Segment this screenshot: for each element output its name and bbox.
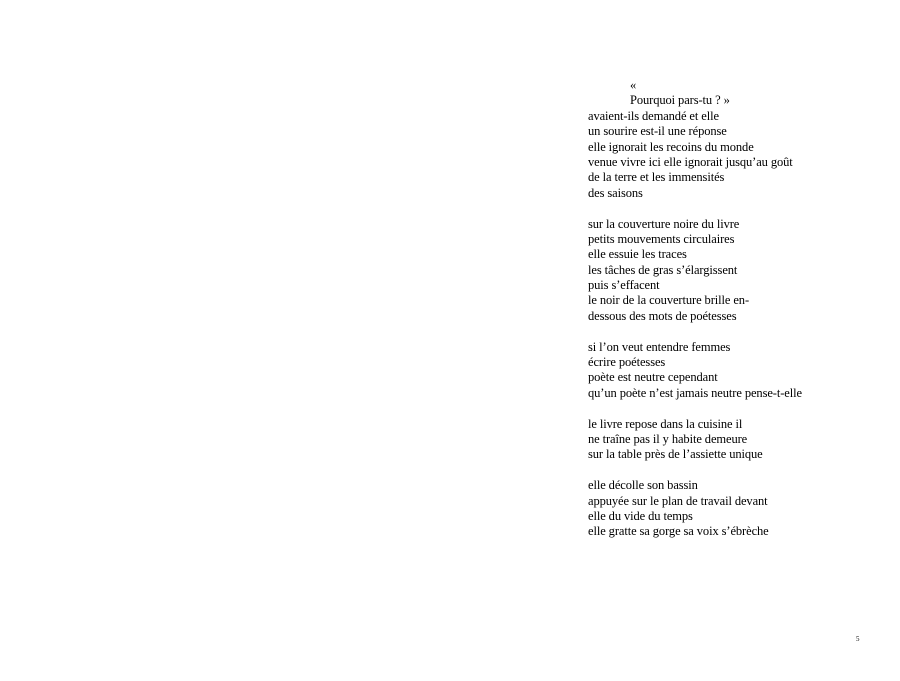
poem-line: de la terre et les immensités	[588, 170, 725, 185]
poem-line: les tâches de gras s’élargissent	[588, 262, 738, 277]
poem-line: «	[630, 78, 637, 92]
poem-line: appuyée sur le plan de travail devant	[588, 493, 768, 508]
poem-line: venue vivre ici elle ignorait jusqu’au goût	[588, 154, 793, 169]
poem-line: si l’on veut entendre femmes	[588, 339, 731, 354]
poem-line: le noir de la couverture brille en-	[588, 293, 750, 308]
poem-line: elle décolle son bassin	[588, 478, 698, 493]
poem-line: Pourquoi pars-tu ? »	[630, 93, 730, 108]
poem-text	[588, 78, 888, 555]
poem-line: le livre repose dans la cuisine il	[588, 416, 743, 431]
poem-line: elle essuie les traces	[588, 247, 687, 262]
page-number: 5	[856, 635, 860, 643]
poem-line: elle du vide du temps	[588, 508, 693, 523]
poem-line: elle ignorait les recoins du monde	[588, 139, 754, 154]
poem-line: sur la table près de l’assiette unique	[588, 447, 763, 462]
poem-line: dessous des mots de poétesses	[588, 308, 737, 323]
stanza	[588, 417, 888, 463]
stanza	[588, 78, 888, 201]
poem-line: poète est neutre cependant	[588, 370, 718, 385]
stanza	[588, 478, 888, 540]
poem-line: écrire poétesses	[588, 355, 666, 370]
poem-line: petits mouvements circulaires	[588, 231, 735, 246]
poem-line: elle gratte sa gorge sa voix s’ébrèche	[588, 524, 769, 539]
poem-line: ne traîne pas il y habite demeure	[588, 431, 748, 446]
poem-line: qu’un poète n’est jamais neutre pense-t-elle	[588, 385, 802, 400]
poem-line: un sourire est-il une réponse	[588, 124, 727, 139]
stanza	[588, 217, 888, 325]
poem-line: avaient-ils demandé et elle	[588, 108, 719, 123]
poem-line: puis s’effacent	[588, 278, 660, 293]
stanza	[588, 340, 888, 402]
poem-line: des saisons	[588, 185, 643, 200]
poem-line: sur la couverture noire du livre	[588, 216, 740, 231]
